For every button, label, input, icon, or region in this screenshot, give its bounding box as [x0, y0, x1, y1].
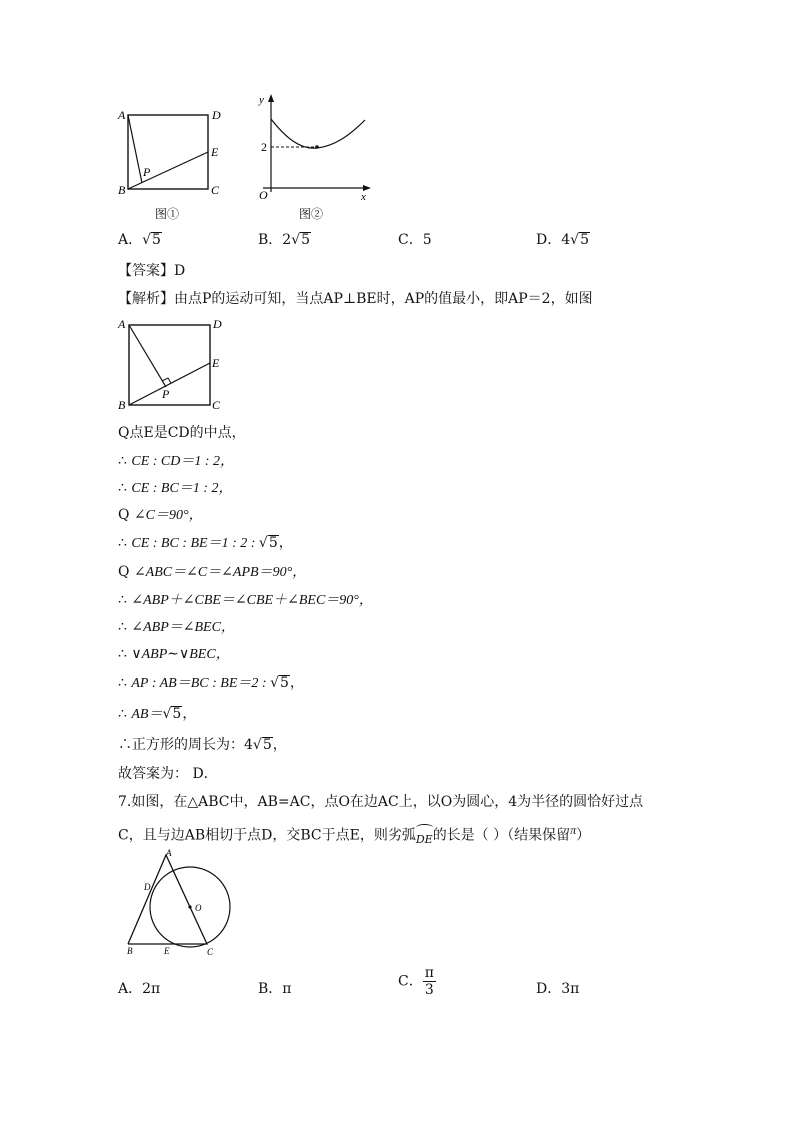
q7-line-1: 7.如图，在△ABC中，AB=AC，点O在边AC上，以O为圆心，4为半径的圆恰好过点	[118, 794, 644, 810]
y-axis-arrow	[268, 94, 274, 102]
label-a: A	[118, 108, 126, 122]
step-9: ∴ ∨ABP∼∨BEC，	[118, 646, 230, 662]
step-8: ∴ ∠ABP＝∠BEC，	[118, 619, 235, 635]
figure-4-triangle-circle	[115, 845, 240, 960]
q6-option-a: A．√5	[118, 232, 161, 248]
label-p: P	[162, 387, 170, 401]
q7-option-d: D．3π	[536, 981, 580, 997]
label-e: E	[212, 356, 220, 370]
segment-be	[129, 363, 210, 405]
step-7: ∴ ∠ABP＋∠CBE＝∠CBE＋∠BEC＝90°，	[118, 592, 373, 608]
figure-1-caption: 图①	[155, 207, 180, 221]
center-point	[188, 905, 191, 908]
q7-line-2: C，且与边AB相切于点D，交BC于点E，则劣弧 DE的长是（ ）（结果保留$^\pi$）	[118, 821, 590, 849]
label-o: O	[259, 188, 268, 202]
label-d: D	[213, 317, 222, 331]
step-10: ∴ AP : AB＝BC : BE＝2 : √5，	[118, 675, 304, 691]
step-12: ∴正方形的周长为：4√5，	[118, 737, 287, 753]
answer-line	[118, 262, 185, 280]
label-x: x	[361, 191, 366, 203]
label-p: P	[143, 165, 151, 179]
triangle-abc	[128, 855, 207, 944]
label-b: B	[118, 183, 126, 197]
segment-ap	[129, 325, 166, 387]
q6-option-d: D．4√5	[536, 232, 589, 248]
label-two: 2	[261, 140, 267, 154]
analysis-line	[118, 290, 593, 308]
label-c: C	[212, 398, 221, 412]
label-a: A	[118, 317, 126, 331]
q7-option-a: A．2π	[118, 981, 161, 997]
figure-1-square	[112, 100, 222, 200]
answer-value: D	[174, 263, 186, 279]
figure-3-square	[112, 312, 232, 412]
label-o: O	[195, 903, 202, 913]
arc-mark	[416, 824, 433, 831]
step-5: ∴ CE : BC : BE＝1 : 2 : √5，	[118, 535, 293, 551]
figure-2-caption: 图②	[299, 207, 324, 221]
label-y: y	[259, 94, 264, 106]
segment-ap	[128, 115, 142, 183]
label-e: E	[164, 946, 170, 956]
step-3: ∴ CE : BC＝1 : 2，	[118, 480, 233, 496]
q6-option-b: B．2√5	[258, 232, 311, 248]
label-b: B	[127, 946, 133, 956]
q7-option-c: C． $\frac{\pi}{3}$	[398, 965, 434, 998]
conclusion: 故答案为： D．	[118, 766, 218, 782]
arc-label: DE	[416, 831, 433, 849]
analysis-text: 由点P的运动可知，当点AP⊥BE时，AP的值最小，即AP＝2，如图	[174, 291, 593, 307]
label-d: D	[212, 108, 221, 122]
analysis-tag: 【解析】	[118, 291, 174, 307]
step-4: Q ∠C＝90°，	[118, 507, 203, 523]
q7-option-b: B．π	[258, 981, 292, 997]
square-outline	[129, 325, 210, 405]
square-outline	[128, 115, 208, 189]
pi-symbol: π	[570, 823, 577, 837]
step-6: Q ∠ABC＝∠C＝∠APB＝90°，	[118, 564, 307, 580]
label-d: D	[144, 882, 151, 892]
answer-tag: 【答案】	[118, 263, 174, 279]
label-a: A	[166, 848, 172, 858]
step-1: Q点E是CD的中点，	[118, 425, 246, 441]
q6-option-c: C．5	[398, 232, 432, 248]
step-11: ∴ AB＝√5，	[118, 706, 197, 722]
label-c: C	[207, 947, 214, 957]
fraction: $\frac{\pi}{3}$	[424, 965, 434, 998]
step-2: ∴ CE : CD＝1 : 2，	[118, 453, 235, 469]
min-point	[315, 145, 319, 149]
label-b: B	[118, 398, 126, 412]
figure-2-graph	[255, 92, 375, 204]
curve	[271, 119, 365, 148]
label-c: C	[211, 183, 220, 197]
label-e: E	[211, 145, 219, 159]
